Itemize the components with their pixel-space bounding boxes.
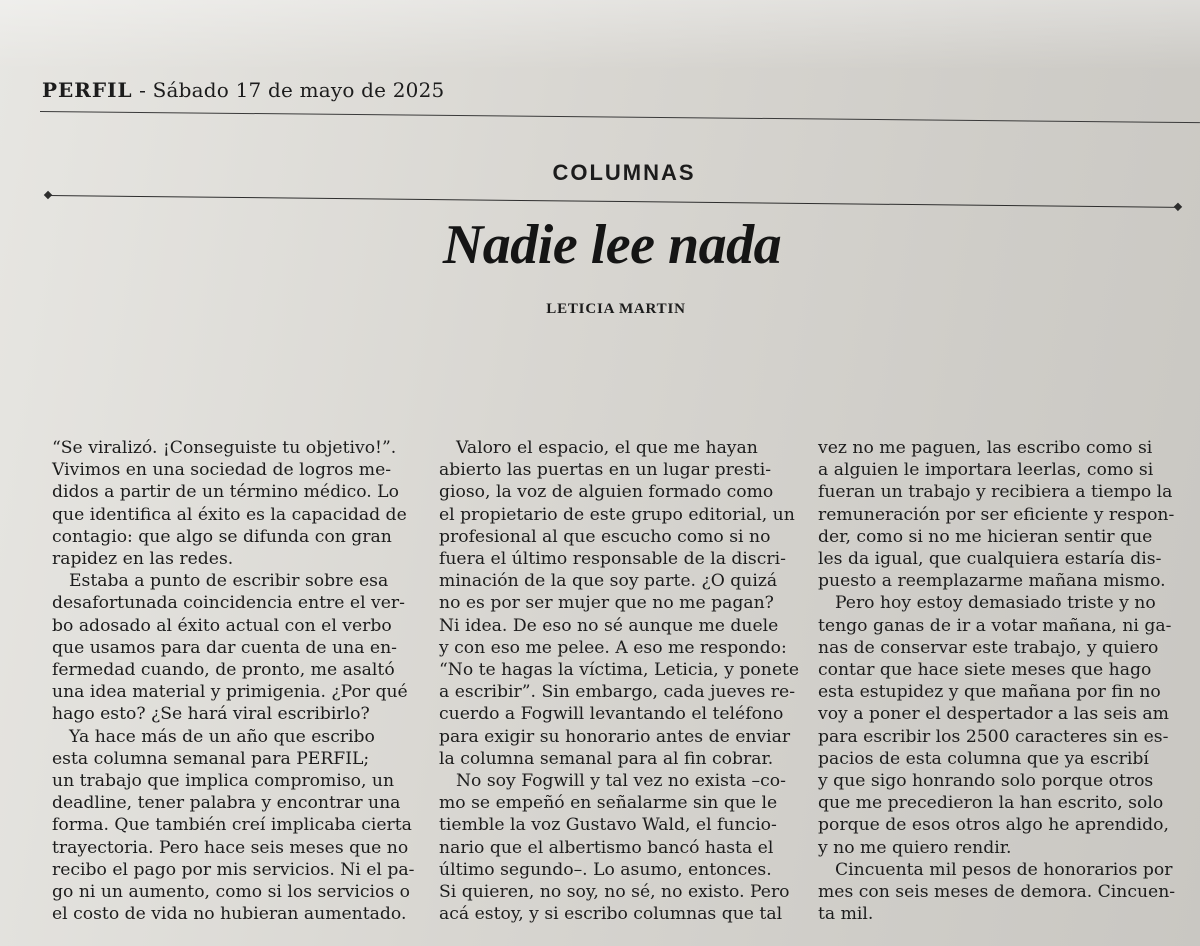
text-line: cuerdo a Fogwill levantando el teléfono <box>439 704 784 725</box>
text-line: para escribir los 2500 caracteres sin es- <box>818 726 1169 747</box>
text-line: trayectoria. Pero hace seis meses que no <box>52 837 409 858</box>
text-line: el costo de vida no hubieran aumentado. <box>52 904 407 925</box>
text-line: la columna semanal para al fin cobrar. <box>439 748 774 769</box>
text-line: pacios de esta columna que ya escribí <box>818 748 1149 769</box>
text-line: “No te hagas la víctima, Leticia, y ponete <box>439 660 800 681</box>
text-line: Valoro el espacio, el que me hayan <box>456 438 758 458</box>
text-line: ta mil. <box>818 904 874 925</box>
text-line: fermedad cuando, de pronto, me asaltó <box>52 660 395 681</box>
text-line: porque de esos otros algo he aprendido, <box>818 815 1169 836</box>
paragraph <box>818 437 1190 592</box>
text-line: deadline, tener palabra y encontrar una <box>52 793 401 814</box>
text-line: “Se viralizó. ¡Conseguiste tu objetivo!”. <box>52 438 397 458</box>
text-line: nas de conservar este trabajo, y quiero <box>818 637 1159 658</box>
text-line: acá estoy, y si escribo columnas que tal <box>439 904 783 925</box>
text-line: que me precedieron la han escrito, solo <box>818 793 1164 814</box>
text-line: que identifica al éxito es la capacidad de <box>52 504 407 525</box>
text-line: puesto a reemplazarme mañana mismo. <box>818 571 1166 592</box>
paragraph <box>818 859 1190 926</box>
text-line: vez no me paguen, las escribo como si <box>818 438 1153 458</box>
paragraph <box>52 437 424 570</box>
text-line: mes con seis meses de demora. Cincuen- <box>818 882 1176 903</box>
masthead <box>42 78 444 102</box>
text-line: profesional al que escucho como si no <box>439 526 771 547</box>
text-line: contar que hace siete meses que hago <box>818 660 1152 681</box>
text-line: recibo el pago por mis servicios. Ni el pa- <box>52 859 415 880</box>
article-column-2 <box>439 437 811 925</box>
paragraph <box>439 437 811 770</box>
text-line: un trabajo que implica compromiso, un <box>52 771 395 792</box>
text-line: gioso, la voz de alguien formado como <box>439 482 774 503</box>
text-line: y con eso me pelee. A eso me respondo: <box>439 637 787 658</box>
article-column-1 <box>52 437 424 925</box>
text-line: el propietario de este grupo editorial, un <box>439 504 795 525</box>
newspaper-name: PERFIL <box>42 78 133 102</box>
text-line: una idea material y primigenia. ¿Por qué <box>52 682 408 703</box>
paragraph <box>439 770 811 925</box>
text-line: fueran un trabajo y recibiera a tiempo la <box>818 482 1173 503</box>
text-line: Estaba a punto de escribir sobre esa <box>69 571 389 592</box>
text-line: go ni un aumento, como si los servicios o <box>52 882 410 903</box>
paragraph <box>52 726 424 926</box>
text-line: tiemble la voz Gustavo Wald, el funcio- <box>439 815 777 836</box>
article-headline: Nadie lee nada <box>442 214 782 276</box>
text-line: minación de la que soy parte. ¿O quizá <box>439 571 778 592</box>
text-line: y no me quiero rendir. <box>818 837 1012 858</box>
text-line: y que sigo honrando solo porque otros <box>818 771 1154 792</box>
section-label: COLUMNAS <box>552 160 696 185</box>
text-line: no es por ser mujer que no me pagan? <box>439 593 774 614</box>
text-line: a alguien le importara leerlas, como si <box>818 460 1154 481</box>
text-line: rapidez en las redes. <box>52 549 234 570</box>
text-line: esta estupidez y que mañana por fin no <box>818 682 1161 703</box>
text-line: esta columna semanal para PERFIL; <box>52 748 370 769</box>
text-line: didos a partir de un término médico. Lo <box>52 482 399 503</box>
text-line: desafortunada coincidencia entre el ver- <box>52 593 405 614</box>
text-line: voy a poner el despertador a las seis am <box>818 704 1169 725</box>
text-line: Pero hoy estoy demasiado triste y no <box>835 593 1156 614</box>
text-line: Ya hace más de un año que escribo <box>69 726 375 747</box>
text-line: abierto las puertas en un lugar presti- <box>439 460 772 481</box>
text-line: tengo ganas de ir a votar mañana, ni ga- <box>818 615 1172 636</box>
text-line: que usamos para dar cuenta de una en- <box>52 637 397 658</box>
text-line: para exigir su honorario antes de enviar <box>439 726 791 747</box>
article-byline: LETICIA MARTIN <box>546 301 686 317</box>
masthead-rule <box>40 111 1200 123</box>
text-line: mo se empeñó en señalarme sin que le <box>439 793 778 814</box>
text-line: der, como si no me hicieran sentir que <box>818 526 1153 547</box>
publication-date: Sábado 17 de mayo de 2025 <box>152 78 445 102</box>
article-column-3 <box>818 437 1190 925</box>
text-line: fuera el último responsable de la discri- <box>439 549 786 570</box>
text-line: No soy Fogwill y tal vez no exista –co- <box>456 771 786 792</box>
text-line: forma. Que también creí implicaba cierta <box>52 815 412 836</box>
masthead-separator: - <box>139 78 147 102</box>
text-line: último segundo–. Lo asumo, entonces. <box>439 859 772 880</box>
text-line: contagio: que algo se difunda con gran <box>52 526 392 547</box>
text-line: Ni idea. De eso no sé aunque me duele <box>439 615 779 636</box>
text-line: les da igual, que cualquiera estaría dis- <box>818 549 1162 570</box>
paragraph <box>52 570 424 725</box>
section-rule <box>48 195 1178 208</box>
text-line: nario que el albertismo bancó hasta el <box>439 837 774 858</box>
text-line: Si quieren, no soy, no sé, no existo. Pero <box>439 882 790 903</box>
text-line: remuneración por ser eficiente y respon- <box>818 504 1175 525</box>
paragraph <box>818 592 1190 858</box>
text-line: hago esto? ¿Se hará viral escribirlo? <box>52 704 370 725</box>
text-line: Vivimos en una sociedad de logros me- <box>52 460 392 481</box>
text-line: a escribir”. Sin embargo, cada jueves re- <box>439 682 796 703</box>
text-line: Cincuenta mil pesos de honorarios por <box>835 859 1173 880</box>
text-line: bo adosado al éxito actual con el verbo <box>52 615 392 636</box>
